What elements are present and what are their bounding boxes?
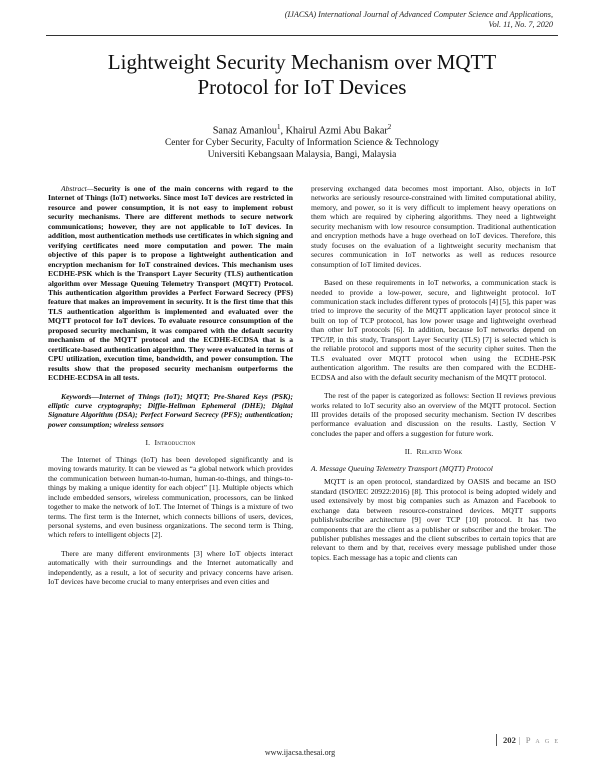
author-affiliation-mark: 1 [277, 123, 281, 131]
journal-volume: Vol. 11, No. 7, 2020 [488, 20, 553, 29]
affiliation-line: Universiti Kebangsaan Malaysia, Bangi, Malaysia [207, 150, 397, 160]
page-label: | P a g e [518, 735, 560, 745]
left-column [48, 184, 293, 587]
affiliation [46, 137, 558, 161]
paragraph: preserving exchanged data becomes most important. Also, objects in IoT networks are seriously resource-constrained with limited computational ability, memory, and power, so it is very difficult to implement heavy operations on them which are required by ciphering algorithms. They need a lightweight security mechanism with low resource consumption. Traditional authentication and encryption methods have a huge overhead on IoT devices. Therefore, this study focuses on the evaluation of a lightweight security mechanism that secures communication in IoT networks as well as reduces resource consumption of IoT limited devices. [311, 184, 556, 269]
paragraph: MQTT is an open protocol, standardized by OASIS and became an ISO standard (ISO/IEC 20922:2016) [8]. This protocol is being adopted widely and used extensively by most big companies such as Amazon and Facebook to exchange data between resource-constrained devices. MQTT supports publish/subscribe architecture [9] over TCP [10] protocol. It has two components that are the client as a publisher or subscriber and the broker. The publisher publishes messages and the client subscribes to certain topics that are relevant to them and by that, receives every message published under those topics. Each message has a topic and clients can [311, 477, 556, 562]
abstract-text: Security is one of the main concerns with regard to the Internet of Things (IoT) networks. Since most IoT devices are restricted in resource and power consumption, it is not easy to implement robust security mechanisms. There are different methods to secure network communications; however, they are not applicable to IoT devices. In addition, most authentication methods use certificates in which signing and verifying certificates need more computation and power. The main objective of this paper is to propose a lightweight authentication and encryption mechanism for IoT constrained devices. This mechanism uses ECDHE-PSK which is the Transport Layer Security (TLS) authentication algorithm over Message Queuing Telemetry Transport (MQTT) Protocol. This authentication algorithm provides a Perfect Forward Secrecy (PFS) feature that makes an improvement in security. It is the first time that this TLS authentication algorithm is implemented and evaluated over the MQTT protocol for IoT devices. To evaluate resource consumption of the proposed security mechanism, it was compared with the default security mechanism of the MQTT protocol and the ECDHE-ECDSA that is a certificate-based authentication algorithm. They were evaluated in terms of CPU utilization, execution time, bandwidth, and power consumption. The results show that the proposed security mechanism outperforms the ECDHE-ECDSA in all tests. [48, 184, 293, 383]
paper-title [46, 50, 558, 100]
subsection-heading: A. Message Queuing Telemetry Transport (MQTT) Protocol [311, 463, 493, 473]
paragraph: The Internet of Things (IoT) has been developed significantly and is moving towards maturity. It can be viewed as “a global network which provides the communication between human-to-human, human-to-things, and things-to-things by making a unique identity for each object” [1]. Multiple objects which include embedded sensors, wireless communication, processors, can be linked together to make the network of IoT. The Internet of Things is a mixture of two terms. The first term is the Internet, which connects billions of users, devices, personal systems, and even business organizations. The second term is Thing, which refers to intelligent objects [2]. [48, 454, 293, 540]
page-number [496, 734, 565, 746]
abstract [48, 184, 293, 383]
author-separator: , [280, 125, 286, 137]
paper-title-line-2: Protocol for IoT Devices [197, 75, 407, 99]
paragraph: Based on these requirements in IoT networks, a communication stack is needed to provide a low-power, secure, and lightweight protocol. IoT communication stack includes different types of protocols [4] [5], this paper was tried to improve the security of the MQTT application layer protocol since it built on top of TCP protocol, has low power usage and lightweight overhead than other IoT protocols [6]. In addition, because IoT networks depend on TPC/IP, in this study, Transport Layer Security (TLS) [7] is selected which is the reliable protocol and supports most of the security cipher suites. Then the TLS evaluated over MQTT protocol when using the ECDHE-PSK authentication algorithm. The results are then compared with the ECDHE- ECDSA and also with the default security mechanism of the MQTT protocol. [311, 278, 556, 382]
paper-title-line-1: Lightweight Security Mechanism over MQTT [107, 50, 497, 74]
author-name: Khairul Azmi Abu Bakar [285, 125, 388, 137]
section-heading [48, 438, 293, 447]
author-list [46, 121, 558, 137]
right-column [311, 184, 556, 562]
section-title: Related Work [416, 447, 463, 457]
section-numeral: I. [145, 438, 151, 448]
author-name: Sanaz Amanlou [212, 125, 277, 137]
paragraph: The rest of the paper is categorized as follows: Section II reviews previous works related to IoT security also an overview of the MQTT protocol. Section III provides details of the proposed security mechanism. Section IV describes performance evaluation and discussion on the results. Lastly, Section V concludes the paper and offers a suggestion for future work. [311, 391, 556, 438]
keywords-text: Internet of Things (IoT); MQTT; Pre-Shared Keys (PSK); elliptic curve cryptography; Diffie-Hellman Ephemeral (DHE); Digital Signature Algorithm (DSA); Perfect Forward Secrecy (PFS); authentication; power consumption; wireless sensors [48, 391, 293, 429]
journal-header [133, 10, 553, 30]
section-title: Introduction [154, 438, 196, 448]
paragraph: There are many different environments [3] where IoT objects interact automatically with their surroundings and the Internet automatically and independently, as a result, a lot of security and privacy concerns have arisen. IoT devices have become crucial to many enterprises and even cities and [48, 548, 293, 587]
section-heading [311, 447, 556, 456]
affiliation-line: Center for Cyber Security, Faculty of Information Science & Technology [164, 138, 439, 148]
footer-url: www.ijacsa.thesai.org [264, 748, 336, 757]
keywords-label: Keywords— [61, 391, 99, 401]
author-affiliation-mark: 2 [387, 123, 392, 131]
header-rule [46, 35, 558, 36]
page-number-value: 202 [503, 735, 516, 745]
section-numeral: II. [404, 447, 413, 457]
abstract-label: Abstract— [61, 184, 94, 193]
keywords [48, 392, 293, 430]
journal-name: (IJACSA) International Journal of Advanced Computer Science and Applications, [284, 10, 553, 19]
